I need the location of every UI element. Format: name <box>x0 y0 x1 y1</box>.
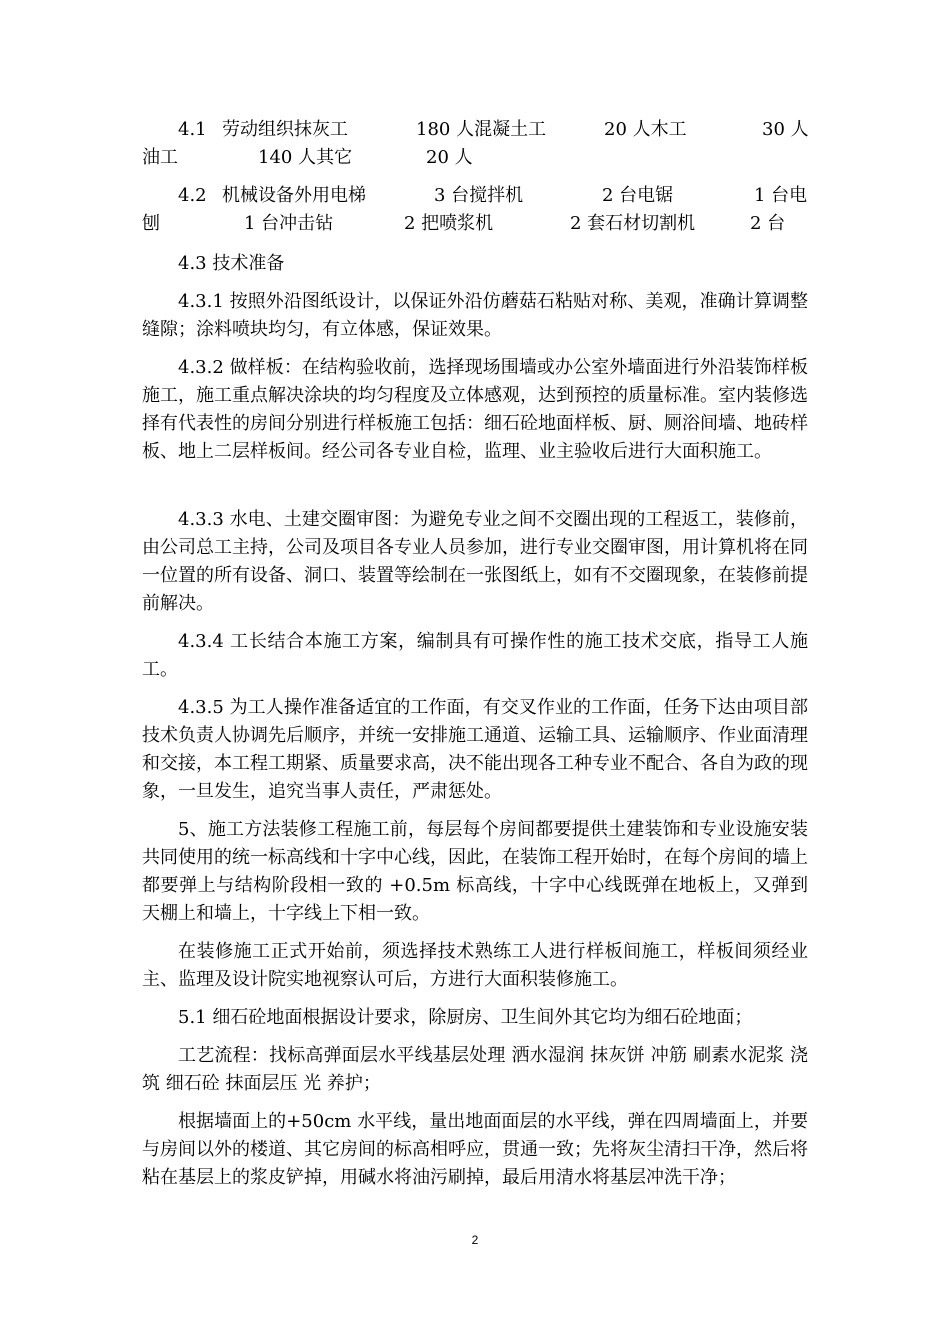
heading-tech-prep: 4.3 技术准备 <box>178 253 285 274</box>
machines-drill: 1 台冲击钻 <box>244 213 334 234</box>
machines-line-1 <box>142 182 808 210</box>
paragraph-level-line: 根据墙面上的+50cm 水平线，量出地面面层的水平线，弹在四周墙面上，并要与房间以外的楼道、其它房间的标高相呼应，贯通一致；先将灰尘清扫干净，然后将粘在基层上的浆皮铲掉，用碱水将油污刷掉，最后用清水将基层冲洗干净； <box>142 1111 808 1188</box>
paragraph-5: 5、施工方法装修工程施工前，每层每个房间都要提供土建装饰和专业设施安装共同使用的统一标高线和十字中心线，因此，在装饰工程开始时，在每个房间的墙上都要弹上与结构阶段相一致的 +0.5m 标高线，十字中心线既弹在地板上，又弹到天棚上和墙上，十字线上下相一致。 <box>142 819 808 924</box>
labor-painter: 油工 <box>142 147 178 168</box>
machines-mixer: 3 台搅拌机 <box>434 185 524 206</box>
paragraph-4-3-1: 4.3.1 按照外沿图纸设计，以保证外沿仿蘑菇石粘贴对称、美观，准确计算调整缝隙；涂料喷块均匀，有立体感，保证效果。 <box>142 291 808 340</box>
paragraph-5-1: 5.1 细石砼地面根据设计要求，除厨房、卫生间外其它均为细石砼地面； <box>178 1007 753 1028</box>
labor-line-2 <box>142 144 808 172</box>
labor-carpenter-count: 30 人 <box>762 119 809 140</box>
machines-saw: 2 台电锯 <box>602 185 674 206</box>
page-number: 2 <box>471 1233 479 1247</box>
labor-concrete: 180 人混凝土工 <box>416 119 547 140</box>
paragraph-4-3-3: 4.3.3 水电、土建交圈审图：为避免专业之间不交圈出现的工程返工，装修前，由公司总工主持，公司及项目各专业人员参加，进行专业交圈审图，用计算机将在同一位置的所有设备、洞口、装置等绘制在一张图纸上，如有不交圈现象，在装修前提前解决。 <box>142 509 808 614</box>
machines-elevator: 机械设备外用电梯 <box>222 185 366 206</box>
machines-stone-cutter-count: 2 台 <box>750 213 786 234</box>
machines-line-2 <box>142 210 808 238</box>
machines-number: 4.2 <box>178 185 207 206</box>
labor-other-count: 20 人 <box>426 147 473 168</box>
machines-sprayer: 2 把喷浆机 <box>404 213 494 234</box>
labor-carpenter: 20 人木工 <box>604 119 687 140</box>
paragraph-process-flow: 工艺流程：找标高弹面层水平线基层处理 洒水湿润 抹灰饼 冲筋 刷素水泥浆 浇筑 细石砼 抹面层压 光 养护； <box>142 1045 808 1094</box>
paragraph-4-3-4: 4.3.4 工长结合本施工方案，编制具有可操作性的施工技术交底，指导工人施工。 <box>142 631 808 680</box>
machines-planer: 1 台电 <box>754 185 808 206</box>
paragraph-5-sample: 在装修施工正式开始前，须选择技术熟练工人进行样板间施工，样板间须经业主、监理及设计院实地视察认可后，方进行大面积装修施工。 <box>142 941 808 990</box>
labor-plasterers: 劳动组织抹灰工 <box>222 119 348 140</box>
machines-planer-end: 刨 <box>142 213 160 234</box>
labor-number: 4.1 <box>178 119 207 140</box>
labor-line-1 <box>142 116 808 144</box>
paragraph-4-3-5: 4.3.5 为工人操作准备适宜的工作面，有交叉作业的工作面，任务下达由项目部技术负责人协调先后顺序，并统一安排施工通道、运输工具、运输顺序、作业面清理和交接，本工程工期紧、质量要求高，决不能出现各工种专业不配合、各自为政的现象，一旦发生，追究当事人责任，严肃惩处。 <box>142 697 808 802</box>
labor-other: 140 人其它 <box>258 147 353 168</box>
machines-stone-cutter: 2 套石材切割机 <box>570 213 696 234</box>
paragraph-4-3-2: 4.3.2 做样板：在结构验收前，选择现场围墙或办公室外墙面进行外沿装饰样板施工，施工重点解决涂块的均匀程度及立体感观，达到预控的质量标准。室内装修选择有代表性的房间分别进行样板施工包括：细石砼地面样板、厨、厕浴间墙、地砖样板、地上二层样板间。经公司各专业自检，监理、业主验收后进行大面积施工。 <box>142 357 808 462</box>
